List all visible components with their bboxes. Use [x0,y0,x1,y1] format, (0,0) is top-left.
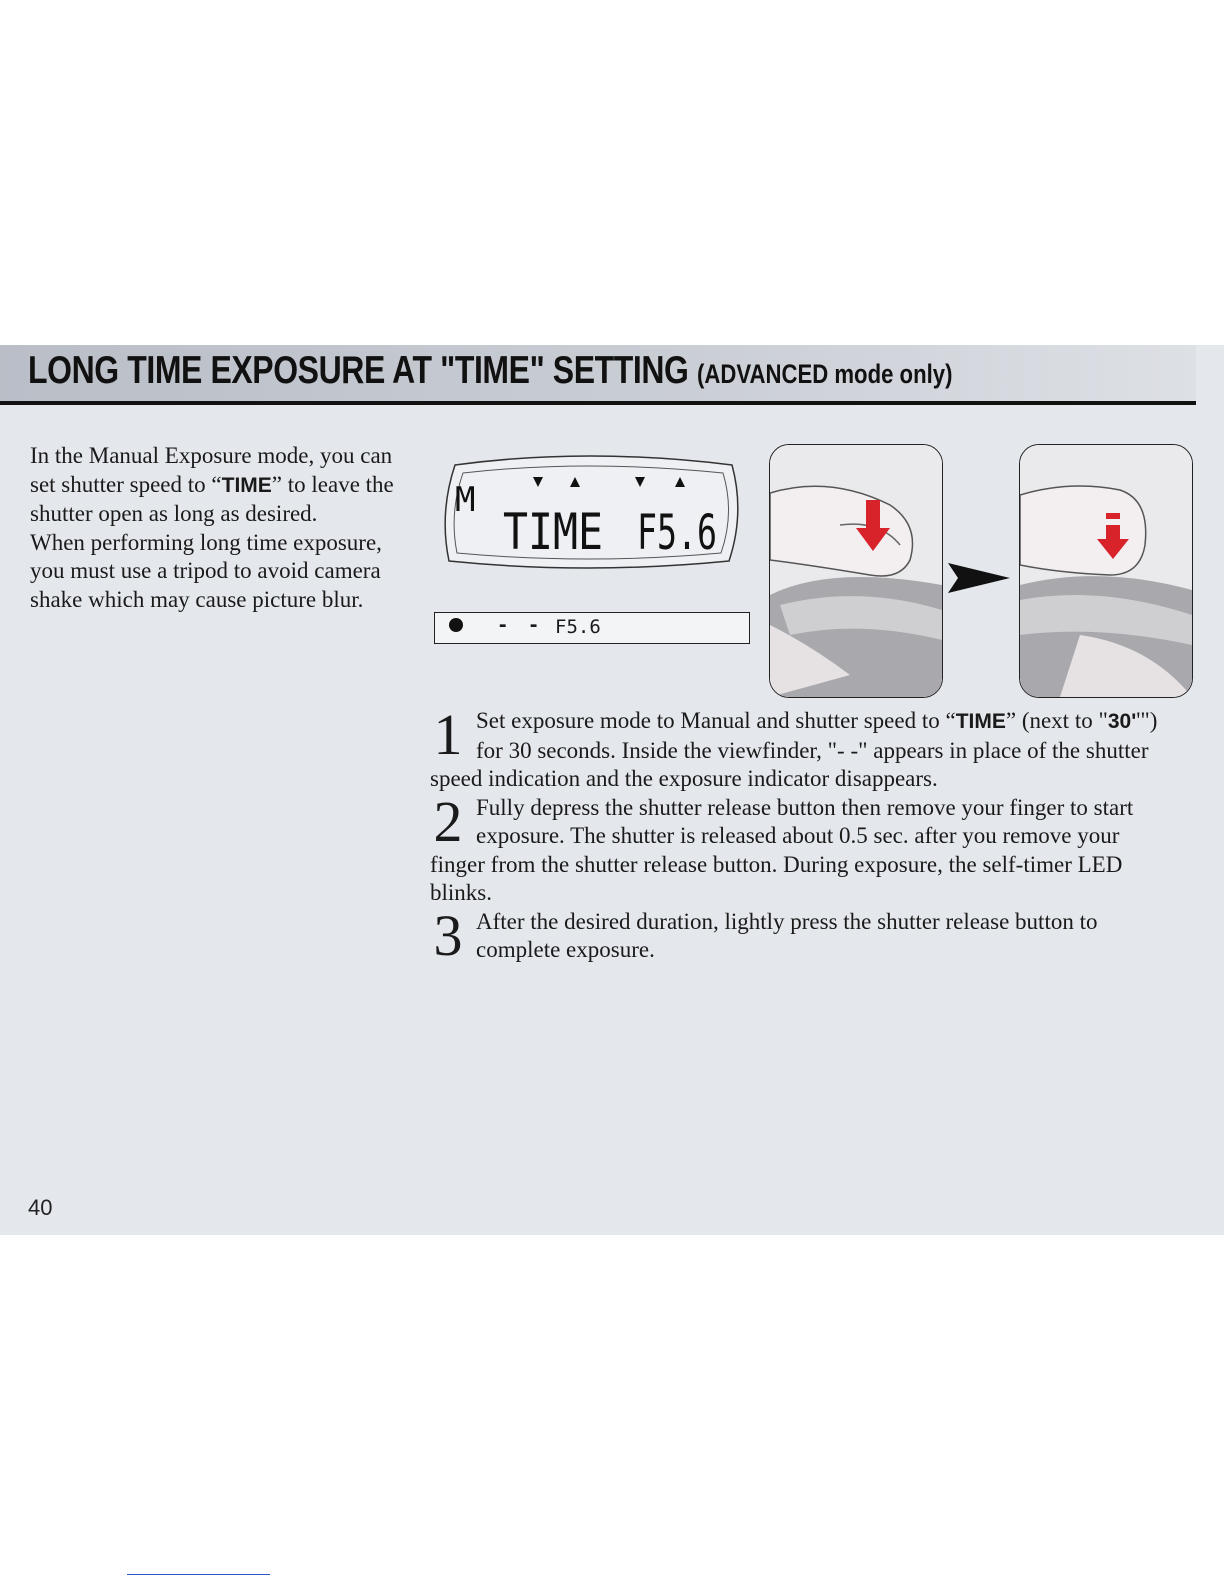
steps-list [430,702,1178,968]
step-1-bold-30: 30' [1107,710,1137,733]
press-shutter-illustration [769,444,943,698]
step-2-text: Fully depress the shutter release button then remove your finger to start exposure. The shutter is released about 0.5 sec. after you remove your finger from the shutter release button. During exposure, the self-timer LED blinks. [430,794,1134,905]
step-3 [430,902,1178,968]
lcd-panel-illustration [437,453,749,573]
step-2 [430,788,1178,908]
lcd-mode: M [455,480,476,520]
step-number: 2 [433,788,463,854]
focus-indicator-dot [449,618,463,632]
title-bar [0,345,1196,405]
viewfinder-display [434,612,750,644]
step-3-text: After the desired duration, lightly press the shutter release button to complete exposure. [476,908,1098,962]
sequence-arrow-icon [948,563,1010,593]
intro-p1-before: In the Manual Exposure mode, you can set shutter speed to “ [30,443,393,497]
page-title [28,349,952,393]
intro-p1-after: ” to leave the shutter open as long as desired. [30,471,394,526]
intro-p1-bold: TIME [221,473,272,497]
page-number: 40 [28,1195,53,1220]
intro-paragraph-1 [30,442,400,529]
title-subtitle: (ADVANCED mode only) [697,359,953,389]
lcd-shutter: TIME [503,503,603,561]
viewfinder-shutter: - - [497,614,544,636]
step-1 [430,702,1178,794]
step-1-text-a: Set exposure mode to Manual and shutter speed to “ [476,708,956,733]
step-1-bold-time: TIME [955,710,1006,733]
manual-page [0,345,1224,1235]
step-number: 3 [433,902,463,968]
step-number: 1 [433,702,463,767]
intro-paragraph-2: When performing long time exposure, you must use a tripod to avoid camera shake which may cause picture blur. [30,529,382,612]
intro-text [30,442,400,614]
title-main: LONG TIME EXPOSURE AT "TIME" SETTING [28,349,689,392]
viewfinder-aperture: F5.6 [555,616,601,638]
step-1-text-b: ” (next to " [1005,708,1108,733]
release-shutter-illustration [1019,444,1193,698]
bottom-rule [127,1574,270,1575]
lcd-aperture: F5.6 [637,505,717,561]
step-1-text-c: '") for 30 seconds. Inside the viewfinder, "- -" appears in place of the shutter speed indication and the exposure indicator disappears. [430,708,1158,791]
